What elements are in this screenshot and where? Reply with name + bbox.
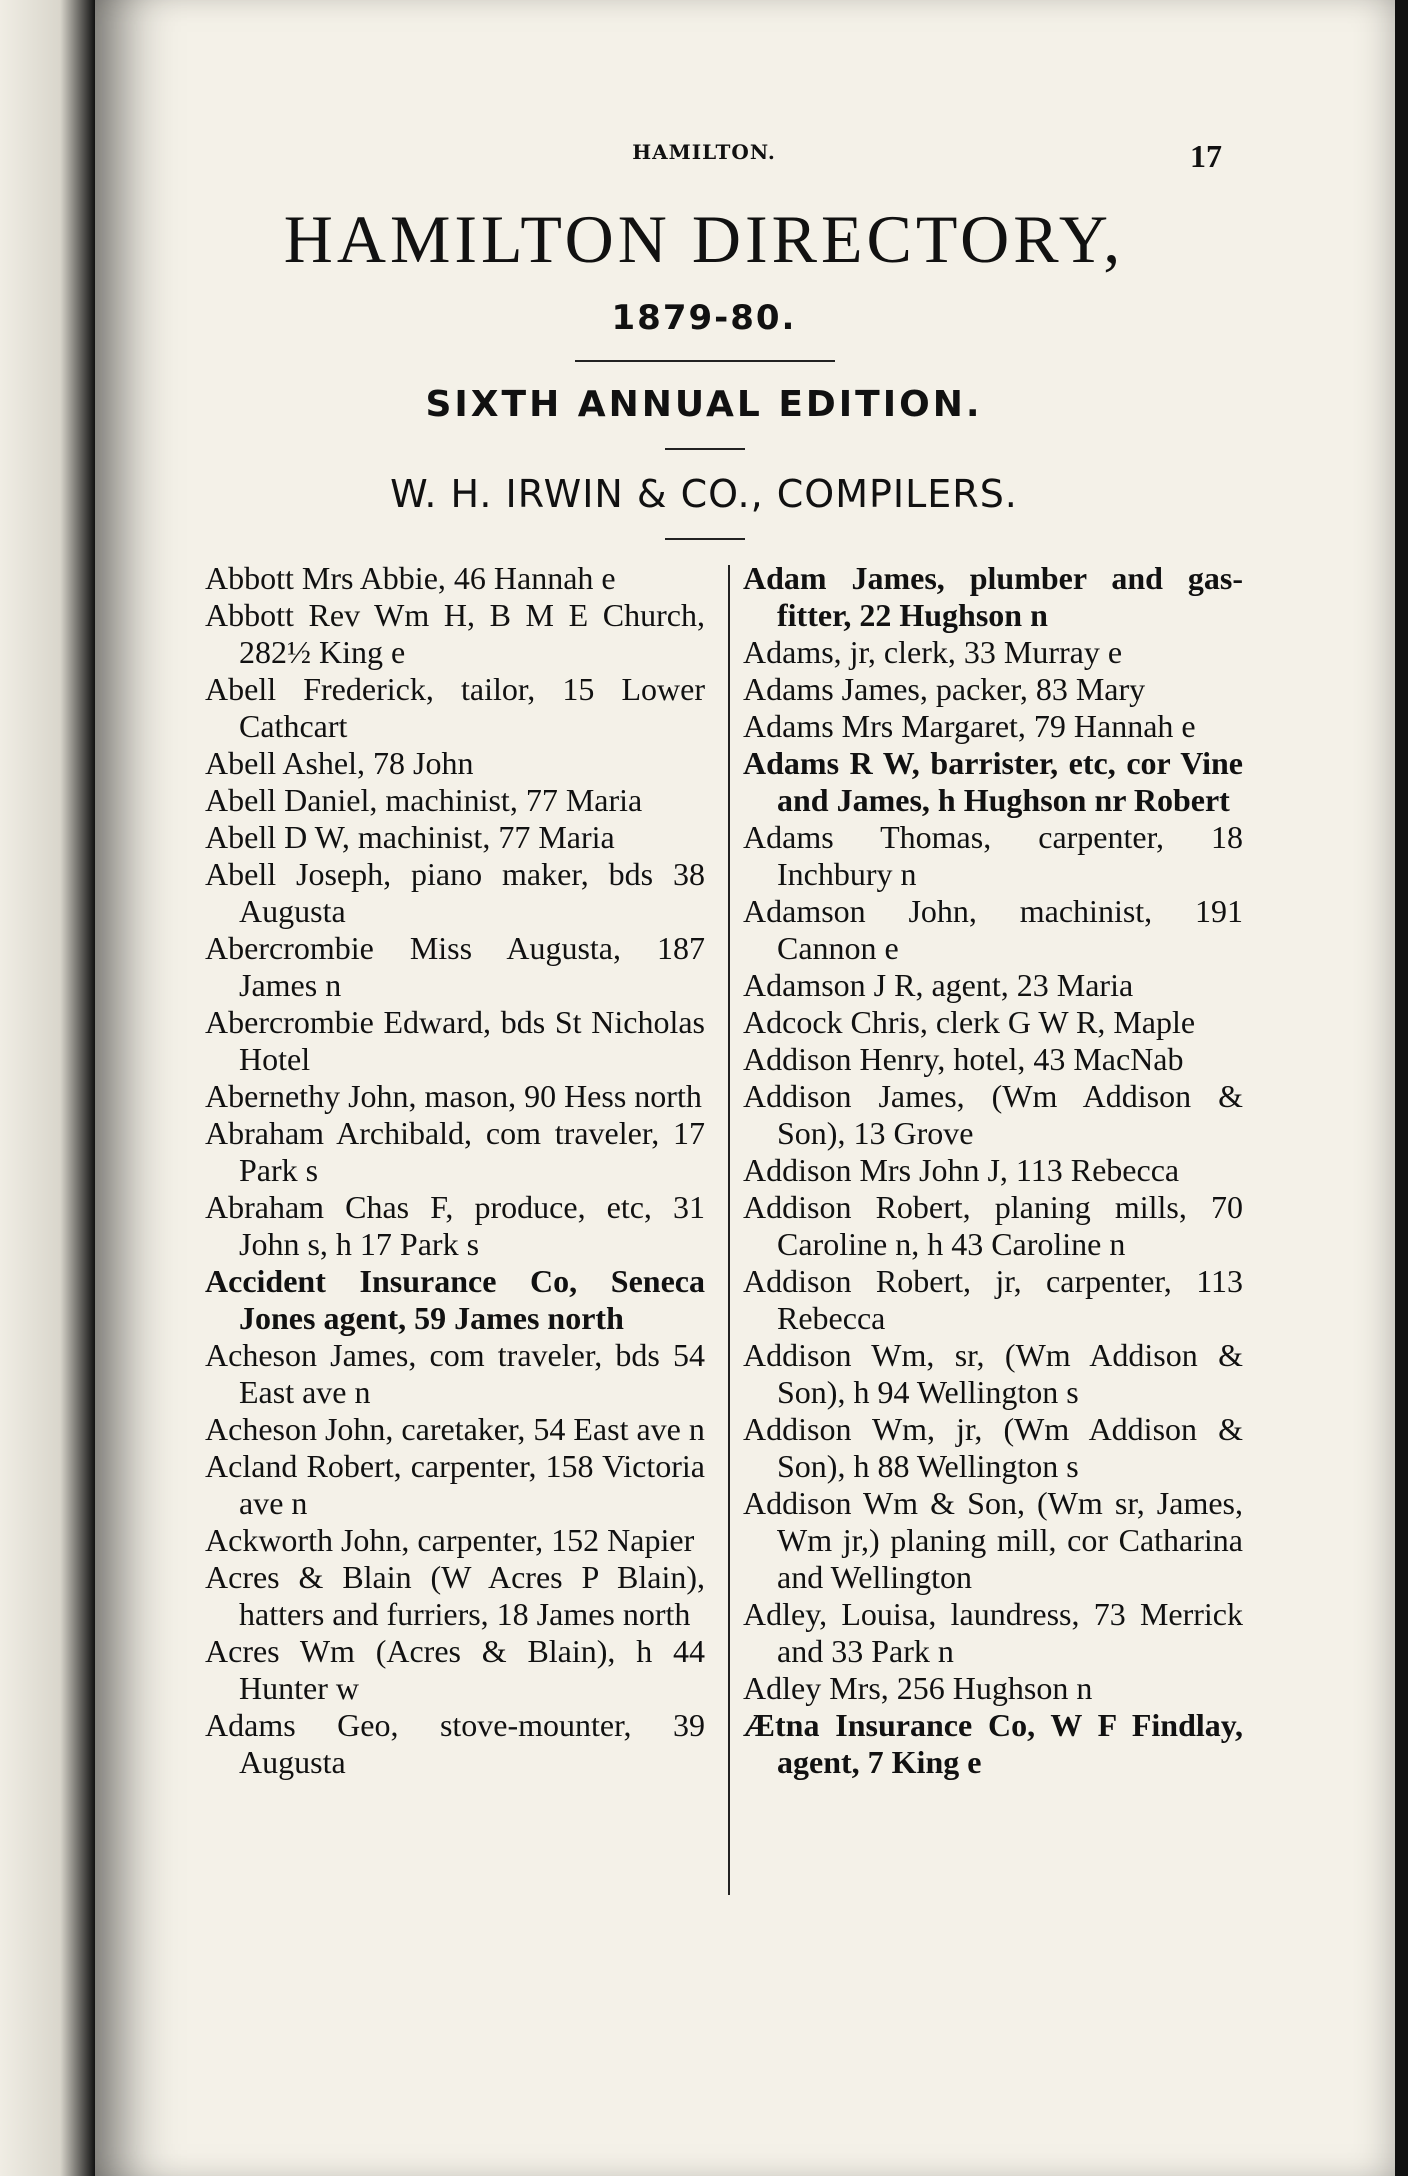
edition-years: 1879-80.: [611, 298, 797, 338]
compilers-heading: W. H. IRWIN & CO., COMPILERS.: [390, 472, 1018, 516]
directory-entry: Adams James, packer, 83 Mary: [743, 671, 1146, 707]
directory-entry: Abercrombie Miss Augusta, 187 James n: [205, 930, 705, 1003]
title-rule: [575, 360, 835, 362]
directory-entry: Adley, Louisa, laundress, 73 Merrick and 33 Park n: [743, 1596, 1243, 1669]
directory-entry: Addison Robert, jr, carpenter, 113 Rebecca: [743, 1263, 1243, 1336]
directory-entry: Acland Robert, carpenter, 158 Victoria ave n: [205, 1448, 705, 1521]
page-number: 17: [1190, 138, 1222, 174]
directory-entry: Adley Mrs, 256 Hughson n: [743, 1670, 1093, 1706]
directory-entry: Adamson John, machinist, 191 Cannon e: [743, 893, 1243, 966]
edition-heading: SIXTH ANNUAL EDITION.: [425, 384, 983, 425]
directory-entry: Abercrombie Edward, bds St Nicholas Hotel: [205, 1004, 705, 1077]
directory-entry: Abell D W, machinist, 77 Maria: [205, 819, 615, 855]
directory-entry: Abraham Chas F, produce, etc, 31 John s, h 17 Park s: [205, 1189, 705, 1262]
directory-entry-bold: Adams R W, barrister, etc, cor Vine and James, h Hughson nr Robert: [743, 745, 1243, 818]
directory-entry: Adcock Chris, clerk G W R, Maple: [743, 1004, 1196, 1040]
directory-entry: Acres Wm (Acres & Blain), h 44 Hunter w: [205, 1633, 705, 1706]
directory-entry: Acheson John, caretaker, 54 East ave n: [205, 1411, 705, 1447]
running-head: HAMILTON.: [632, 140, 776, 164]
directory-entry: Acres & Blain (W Acres P Blain), hatters and furriers, 18 James north: [205, 1559, 705, 1632]
directory-entry: Abell Ashel, 78 John: [205, 745, 474, 781]
page-title: HAMILTON DIRECTORY,: [283, 201, 1125, 277]
directory-entry: Adams Mrs Margaret, 79 Hannah e: [743, 708, 1196, 744]
directory-entry: Addison Robert, planing mills, 70 Caroline n, h 43 Caroline n: [743, 1189, 1243, 1262]
directory-entry: Addison Henry, hotel, 43 MacNab: [743, 1041, 1184, 1077]
directory-entry: Adamson J R, agent, 23 Maria: [743, 967, 1134, 1003]
directory-entry: Adams Thomas, carpenter, 18 Inchbury n: [743, 819, 1243, 892]
directory-entry: Abernethy John, mason, 90 Hess north: [205, 1078, 702, 1114]
directory-entry: Addison Mrs John J, 113 Rebecca: [743, 1152, 1180, 1188]
directory-entry-bold: Ætna Insurance Co, W F Findlay, agent, 7 King e: [743, 1707, 1243, 1780]
directory-entry: Abell Daniel, machinist, 77 Maria: [205, 782, 643, 818]
directory-entry-bold: Adam James, plumber and gas-fitter, 22 Hughson n: [743, 560, 1243, 633]
directory-entry: Ackworth John, carpenter, 152 Napier: [205, 1522, 695, 1558]
directory-entry: Addison Wm & Son, (Wm sr, James, Wm jr,) planing mill, cor Catharina and Wellington: [743, 1485, 1243, 1595]
directory-entry: Abell Frederick, tailor, 15 Lower Cathcart: [205, 671, 705, 744]
directory-entry: Abbott Rev Wm H, B M E Church, 282½ King e: [205, 597, 705, 670]
directory-entry: Adams, jr, clerk, 33 Murray e: [743, 634, 1123, 670]
directory-entry: Abraham Archibald, com traveler, 17 Park s: [205, 1115, 705, 1188]
directory-entry: Acheson James, com traveler, bds 54 East ave n: [205, 1337, 705, 1410]
directory-entry: Abell Joseph, piano maker, bds 38 Augusta: [205, 856, 705, 929]
directory-entry: Addison James, (Wm Addison & Son), 13 Grove: [743, 1078, 1243, 1151]
directory-entry-bold: Accident Insurance Co, Seneca Jones agent, 59 James north: [205, 1263, 705, 1336]
directory-entry: Abbott Mrs Abbie, 46 Hannah e: [205, 560, 616, 596]
directory-entry: Adams Geo, stove-mounter, 39 Augusta: [205, 1707, 705, 1780]
directory-entry: Addison Wm, sr, (Wm Addison & Son), h 94 Wellington s: [743, 1337, 1243, 1410]
compilers-rule: [665, 538, 745, 540]
directory-entry: Addison Wm, jr, (Wm Addison & Son), h 88 Wellington s: [743, 1411, 1243, 1484]
edition-rule: [665, 448, 745, 450]
left-column: [205, 560, 705, 1781]
column-divider: [728, 565, 730, 1895]
right-column: [743, 560, 1243, 1781]
